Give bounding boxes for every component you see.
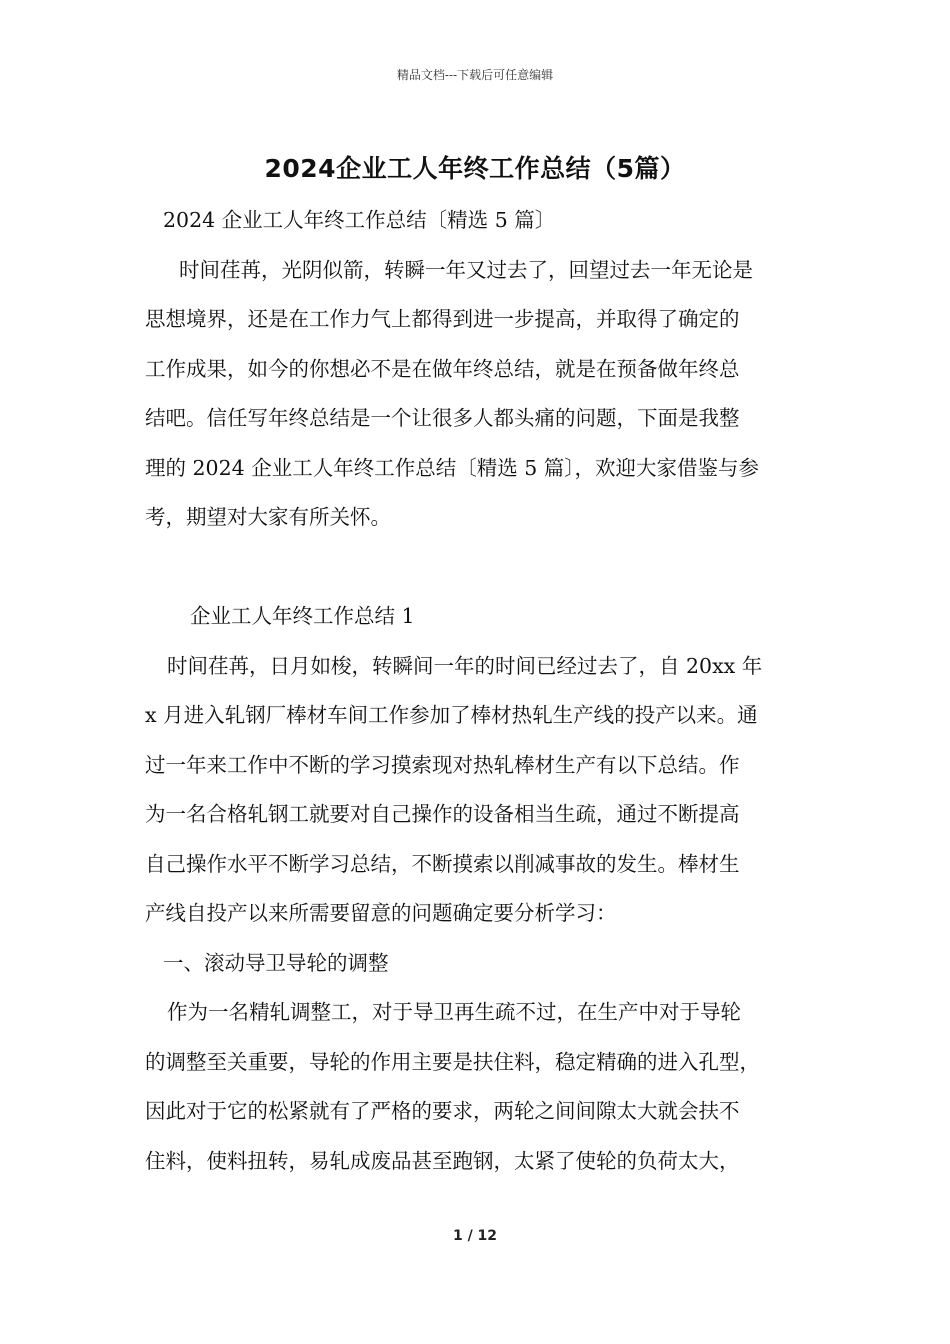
body-line: x 月进入轧钢厂棒材车间工作参加了棒材热轧生产线的投产以来。通	[145, 703, 758, 727]
body-line: 住料，使料扭转，易轧成废品甚至跑钢，太紧了使轮的负荷太大，	[145, 1148, 740, 1173]
body-line: 过一年来工作中不断的学习摸索现对热轧棒材生产有以下总结。作	[145, 752, 740, 777]
body-line: 自己操作水平不断学习总结，不断摸索以削减事故的发生。棒材生	[145, 851, 740, 876]
body-line: 作为一名精轧调整工，对于导卫再生疏不过，在生产中对于导轮	[167, 1000, 741, 1024]
body-line: 理的 2024 企业工人年终工作总结〔精选 5 篇〕，欢迎大家借鉴与参	[145, 455, 760, 480]
body-line: 结吧。信任写年终总结是一个让很多人都头痛的问题，下面是我整	[145, 406, 740, 430]
body-line: 企业工人年终工作总结 1	[190, 604, 415, 628]
body-line: 考，期望对大家有所关怀。	[145, 505, 391, 529]
body-line: 因此对于它的松紧就有了严格的要求，两轮之间间隙太大就会扶不	[145, 1099, 740, 1123]
page-number: 1 / 12	[452, 1228, 498, 1244]
body-line: 一、滚动导卫导轮的调整	[163, 950, 389, 975]
header-note: 精品文档---下载后可任意编辑	[396, 68, 554, 82]
document-title: 2024企业工人年终工作总结（5篇）	[264, 154, 686, 183]
blank-line	[145, 543, 810, 593]
body-line: 产线自投产以来所需要留意的问题确定要分析学习：	[145, 901, 617, 925]
body-line: 思想境界，还是在工作力气上都得到进一步提高，并取得了确定的	[145, 307, 740, 331]
body-line: 工作成果，如今的你想必不是在做年终总结，就是在预备做年终总	[145, 356, 740, 381]
body-line: 时间荏苒，光阴似箭，转瞬一年又过去了，回望过去一年无论是	[179, 257, 753, 282]
document-body	[145, 196, 810, 1186]
body-line: 的调整至关重要，导轮的作用主要是扶住料，稳定精确的进入孔型，	[145, 1049, 760, 1074]
body-line: 为一名合格轧钢工就要对自己操作的设备相当生疏，通过不断提高	[145, 802, 740, 826]
body-line: 时间荏苒，日月如梭，转瞬间一年的时间已经过去了，自 20xx 年	[167, 653, 763, 678]
body-line: 2024 企业工人年终工作总结〔精选 5 篇〕	[163, 208, 556, 232]
